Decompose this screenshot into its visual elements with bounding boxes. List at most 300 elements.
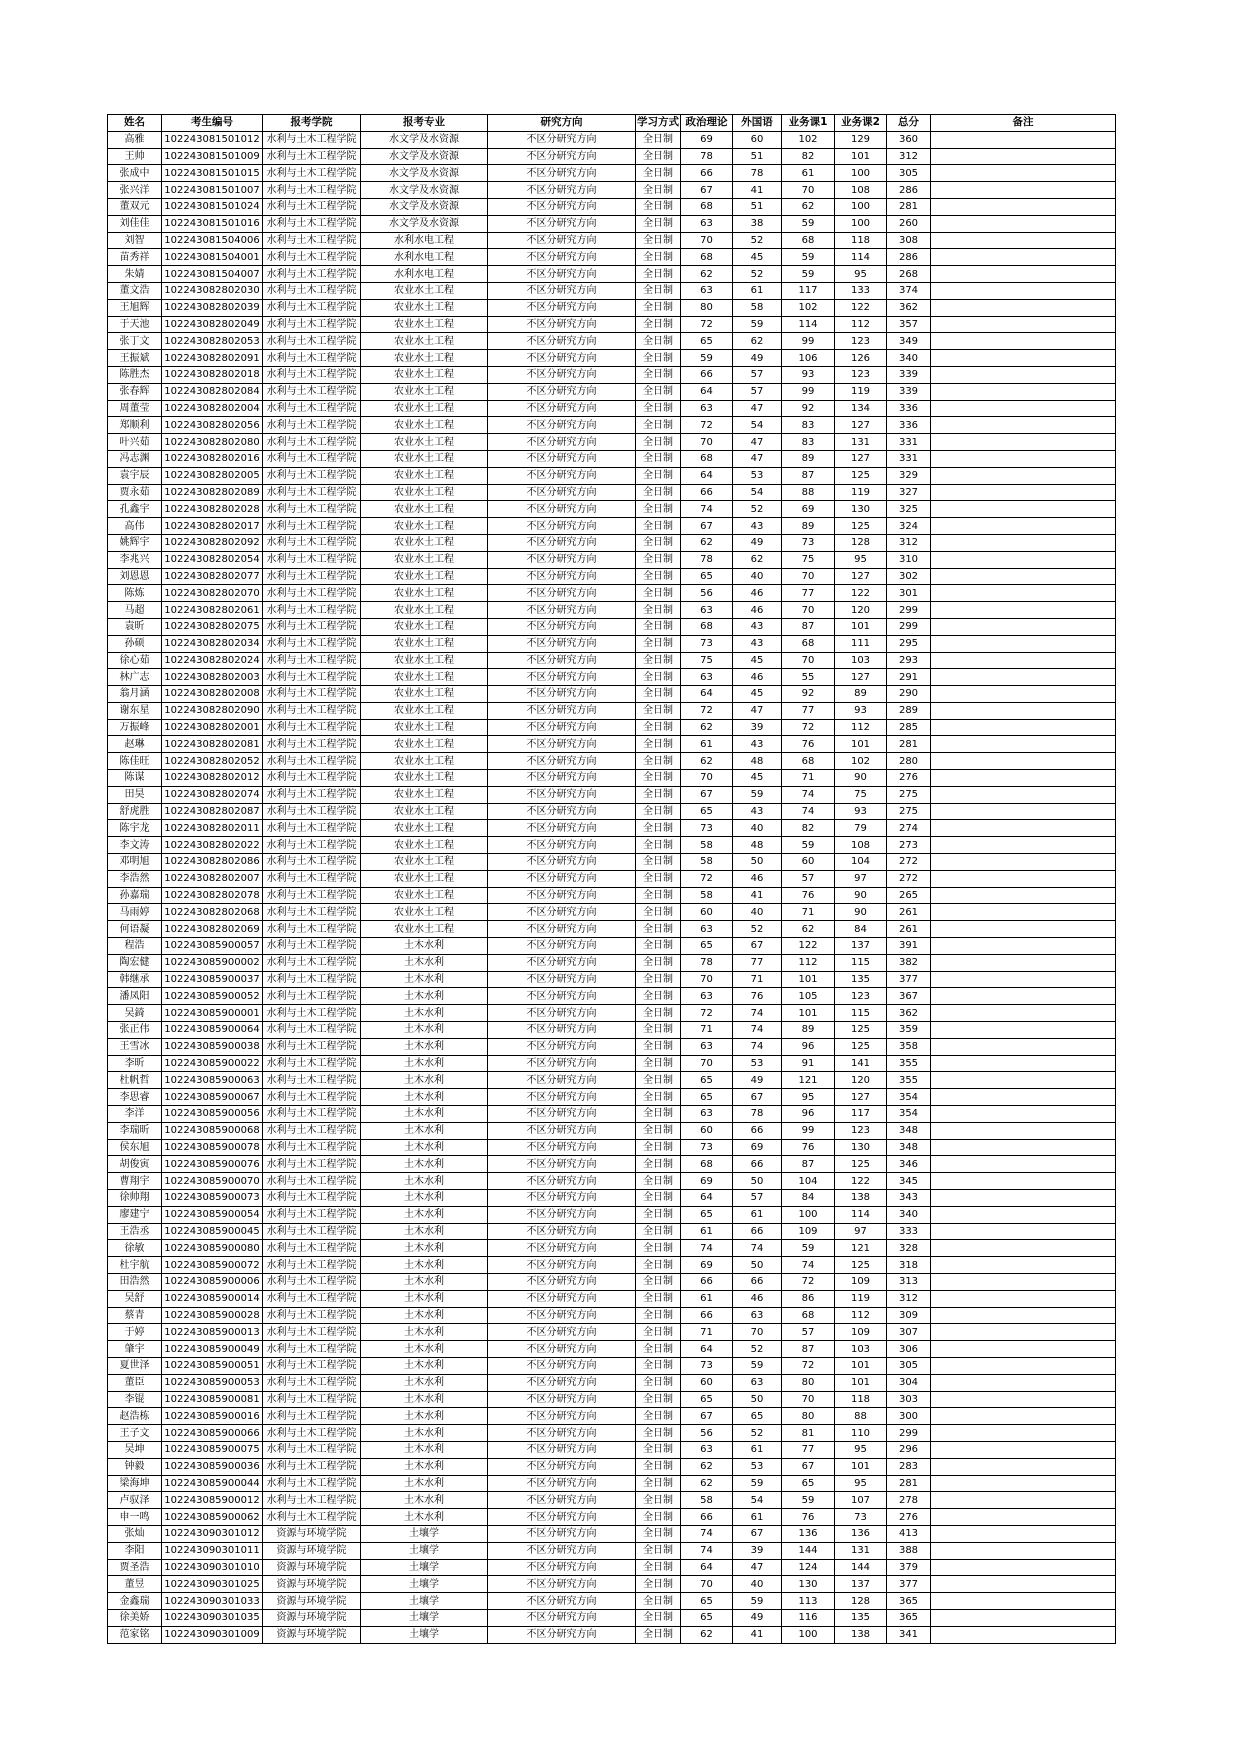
cell-name: 田昊 bbox=[108, 786, 162, 803]
table-row bbox=[108, 282, 1116, 299]
cell-course2-score: 95 bbox=[835, 1441, 887, 1458]
cell-name: 李阳 bbox=[108, 1542, 162, 1559]
cell-course1-score: 70 bbox=[782, 568, 835, 585]
cell-remarks bbox=[931, 333, 1116, 350]
cell-college: 水利与土木工程学院 bbox=[263, 1223, 361, 1240]
cell-candidate-id: 102243081501024 bbox=[162, 198, 263, 215]
cell-college: 水利与土木工程学院 bbox=[263, 316, 361, 333]
cell-major: 土木水利 bbox=[361, 1475, 488, 1492]
cell-course1-score: 72 bbox=[782, 1273, 835, 1290]
cell-remarks bbox=[931, 417, 1116, 434]
cell-foreign-language-score: 50 bbox=[733, 1173, 782, 1190]
cell-name: 张正伟 bbox=[108, 1022, 162, 1039]
cell-politics-score: 63 bbox=[681, 282, 733, 299]
cell-course1-score: 59 bbox=[782, 249, 835, 266]
cell-research-direction: 不区分研究方向 bbox=[488, 1509, 636, 1526]
cell-major: 土木水利 bbox=[361, 1374, 488, 1391]
cell-major: 土木水利 bbox=[361, 1190, 488, 1207]
cell-name: 周董莹 bbox=[108, 400, 162, 417]
cell-college: 水利与土木工程学院 bbox=[263, 702, 361, 719]
cell-research-direction: 不区分研究方向 bbox=[488, 1089, 636, 1106]
cell-name: 廖建宁 bbox=[108, 1206, 162, 1223]
cell-major: 水文学及水资源 bbox=[361, 215, 488, 232]
score-table bbox=[107, 114, 1116, 1644]
cell-research-direction: 不区分研究方向 bbox=[488, 652, 636, 669]
cell-course1-score: 89 bbox=[782, 1022, 835, 1039]
cell-candidate-id: 102243081504006 bbox=[162, 232, 263, 249]
cell-candidate-id: 102243085900066 bbox=[162, 1425, 263, 1442]
cell-remarks bbox=[931, 1441, 1116, 1458]
cell-course2-score: 75 bbox=[835, 786, 887, 803]
table-row bbox=[108, 1391, 1116, 1408]
cell-remarks bbox=[931, 1475, 1116, 1492]
cell-candidate-id: 102243085900075 bbox=[162, 1441, 263, 1458]
cell-foreign-language-score: 52 bbox=[733, 1341, 782, 1358]
table-row bbox=[108, 1475, 1116, 1492]
cell-study-mode: 全日制 bbox=[636, 585, 681, 602]
cell-course1-score: 124 bbox=[782, 1559, 835, 1576]
cell-name: 侯东旭 bbox=[108, 1139, 162, 1156]
cell-college: 水利与土木工程学院 bbox=[263, 1106, 361, 1123]
cell-course1-score: 62 bbox=[782, 921, 835, 938]
cell-total-score: 359 bbox=[887, 1022, 931, 1039]
cell-research-direction: 不区分研究方向 bbox=[488, 1122, 636, 1139]
cell-study-mode: 全日制 bbox=[636, 350, 681, 367]
cell-politics-score: 63 bbox=[681, 602, 733, 619]
cell-politics-score: 65 bbox=[681, 333, 733, 350]
cell-college: 水利与土木工程学院 bbox=[263, 1055, 361, 1072]
cell-politics-score: 65 bbox=[681, 568, 733, 585]
cell-candidate-id: 102243085900036 bbox=[162, 1458, 263, 1475]
cell-research-direction: 不区分研究方向 bbox=[488, 299, 636, 316]
cell-course2-score: 93 bbox=[835, 702, 887, 719]
cell-politics-score: 69 bbox=[681, 1257, 733, 1274]
cell-research-direction: 不区分研究方向 bbox=[488, 1206, 636, 1223]
cell-politics-score: 65 bbox=[681, 1206, 733, 1223]
cell-total-score: 331 bbox=[887, 434, 931, 451]
cell-politics-score: 63 bbox=[681, 1038, 733, 1055]
cell-total-score: 354 bbox=[887, 1089, 931, 1106]
cell-college: 水利与土木工程学院 bbox=[263, 988, 361, 1005]
cell-college: 水利与土木工程学院 bbox=[263, 1072, 361, 1089]
cell-politics-score: 67 bbox=[681, 786, 733, 803]
column-header-candidate-id: 考生编号 bbox=[162, 115, 263, 132]
cell-college: 水利与土木工程学院 bbox=[263, 198, 361, 215]
cell-foreign-language-score: 50 bbox=[733, 854, 782, 871]
cell-study-mode: 全日制 bbox=[636, 1156, 681, 1173]
cell-course2-score: 109 bbox=[835, 1324, 887, 1341]
cell-research-direction: 不区分研究方向 bbox=[488, 1257, 636, 1274]
cell-politics-score: 72 bbox=[681, 1005, 733, 1022]
cell-course1-score: 75 bbox=[782, 551, 835, 568]
cell-study-mode: 全日制 bbox=[636, 232, 681, 249]
cell-total-score: 312 bbox=[887, 1290, 931, 1307]
cell-name: 邓明旭 bbox=[108, 854, 162, 871]
table-row bbox=[108, 1559, 1116, 1576]
cell-remarks bbox=[931, 366, 1116, 383]
cell-major: 土木水利 bbox=[361, 1357, 488, 1374]
cell-candidate-id: 102243090301009 bbox=[162, 1626, 263, 1643]
cell-politics-score: 63 bbox=[681, 215, 733, 232]
cell-college: 水利与土木工程学院 bbox=[263, 1156, 361, 1173]
table-body bbox=[108, 131, 1116, 1643]
cell-remarks bbox=[931, 837, 1116, 854]
cell-major: 土木水利 bbox=[361, 1257, 488, 1274]
cell-course1-score: 121 bbox=[782, 1072, 835, 1089]
table-row bbox=[108, 938, 1116, 955]
cell-name: 苗秀祥 bbox=[108, 249, 162, 266]
cell-course2-score: 117 bbox=[835, 1106, 887, 1123]
cell-foreign-language-score: 74 bbox=[733, 1005, 782, 1022]
cell-major: 土木水利 bbox=[361, 1290, 488, 1307]
table-row bbox=[108, 1374, 1116, 1391]
cell-college: 水利与土木工程学院 bbox=[263, 1374, 361, 1391]
cell-foreign-language-score: 52 bbox=[733, 232, 782, 249]
cell-remarks bbox=[931, 1341, 1116, 1358]
column-header-course1-score: 业务课1 bbox=[782, 115, 835, 132]
cell-study-mode: 全日制 bbox=[636, 652, 681, 669]
cell-total-score: 307 bbox=[887, 1324, 931, 1341]
cell-college: 水利与土木工程学院 bbox=[263, 686, 361, 703]
cell-research-direction: 不区分研究方向 bbox=[488, 837, 636, 854]
cell-course2-score: 112 bbox=[835, 316, 887, 333]
cell-politics-score: 72 bbox=[681, 417, 733, 434]
cell-course1-score: 82 bbox=[782, 148, 835, 165]
cell-total-score: 276 bbox=[887, 770, 931, 787]
cell-major: 农业水土工程 bbox=[361, 618, 488, 635]
cell-politics-score: 65 bbox=[681, 1609, 733, 1626]
table-row bbox=[108, 249, 1116, 266]
cell-study-mode: 全日制 bbox=[636, 1408, 681, 1425]
cell-name: 徐心茹 bbox=[108, 652, 162, 669]
cell-course2-score: 95 bbox=[835, 1475, 887, 1492]
cell-total-score: 283 bbox=[887, 1458, 931, 1475]
cell-research-direction: 不区分研究方向 bbox=[488, 1391, 636, 1408]
cell-candidate-id: 102243085900053 bbox=[162, 1374, 263, 1391]
cell-course2-score: 114 bbox=[835, 1206, 887, 1223]
table-row bbox=[108, 182, 1116, 199]
cell-study-mode: 全日制 bbox=[636, 282, 681, 299]
cell-name: 何语凝 bbox=[108, 921, 162, 938]
cell-candidate-id: 102243085900001 bbox=[162, 1005, 263, 1022]
cell-major: 农业水土工程 bbox=[361, 854, 488, 871]
cell-politics-score: 72 bbox=[681, 870, 733, 887]
cell-candidate-id: 102243081501012 bbox=[162, 131, 263, 148]
table-row bbox=[108, 669, 1116, 686]
cell-college: 水利与土木工程学院 bbox=[263, 1290, 361, 1307]
cell-total-score: 274 bbox=[887, 820, 931, 837]
cell-politics-score: 78 bbox=[681, 148, 733, 165]
table-row bbox=[108, 837, 1116, 854]
cell-research-direction: 不区分研究方向 bbox=[488, 1290, 636, 1307]
cell-course2-score: 135 bbox=[835, 971, 887, 988]
cell-candidate-id: 102243085900068 bbox=[162, 1122, 263, 1139]
cell-name: 夏世泽 bbox=[108, 1357, 162, 1374]
cell-remarks bbox=[931, 686, 1116, 703]
cell-name: 刘恩恩 bbox=[108, 568, 162, 585]
cell-course1-score: 74 bbox=[782, 786, 835, 803]
cell-course1-score: 59 bbox=[782, 837, 835, 854]
cell-remarks bbox=[931, 1324, 1116, 1341]
cell-course1-score: 105 bbox=[782, 988, 835, 1005]
cell-politics-score: 66 bbox=[681, 366, 733, 383]
cell-politics-score: 63 bbox=[681, 1441, 733, 1458]
cell-politics-score: 60 bbox=[681, 1122, 733, 1139]
cell-major: 土木水利 bbox=[361, 1408, 488, 1425]
cell-total-score: 331 bbox=[887, 450, 931, 467]
cell-major: 农业水土工程 bbox=[361, 434, 488, 451]
cell-foreign-language-score: 45 bbox=[733, 770, 782, 787]
cell-candidate-id: 102243081501016 bbox=[162, 215, 263, 232]
cell-college: 水利与土木工程学院 bbox=[263, 904, 361, 921]
table-row bbox=[108, 602, 1116, 619]
cell-foreign-language-score: 57 bbox=[733, 383, 782, 400]
cell-remarks bbox=[931, 266, 1116, 283]
cell-college: 水利与土木工程学院 bbox=[263, 518, 361, 535]
cell-foreign-language-score: 46 bbox=[733, 585, 782, 602]
cell-study-mode: 全日制 bbox=[636, 1525, 681, 1542]
table-row bbox=[108, 1156, 1116, 1173]
cell-research-direction: 不区分研究方向 bbox=[488, 484, 636, 501]
cell-major: 土木水利 bbox=[361, 1441, 488, 1458]
cell-politics-score: 73 bbox=[681, 635, 733, 652]
cell-study-mode: 全日制 bbox=[636, 366, 681, 383]
cell-foreign-language-score: 45 bbox=[733, 249, 782, 266]
cell-course1-score: 101 bbox=[782, 1005, 835, 1022]
cell-remarks bbox=[931, 551, 1116, 568]
cell-course1-score: 96 bbox=[782, 1106, 835, 1123]
cell-remarks bbox=[931, 854, 1116, 871]
cell-course2-score: 103 bbox=[835, 1341, 887, 1358]
cell-total-score: 340 bbox=[887, 1206, 931, 1223]
cell-candidate-id: 102243085900044 bbox=[162, 1475, 263, 1492]
cell-study-mode: 全日制 bbox=[636, 1391, 681, 1408]
cell-foreign-language-score: 63 bbox=[733, 1307, 782, 1324]
cell-research-direction: 不区分研究方向 bbox=[488, 938, 636, 955]
cell-candidate-id: 102243082802003 bbox=[162, 669, 263, 686]
cell-politics-score: 63 bbox=[681, 921, 733, 938]
cell-candidate-id: 102243090301025 bbox=[162, 1576, 263, 1593]
cell-course1-score: 59 bbox=[782, 266, 835, 283]
cell-major: 土木水利 bbox=[361, 1072, 488, 1089]
cell-politics-score: 63 bbox=[681, 669, 733, 686]
cell-candidate-id: 102243085900049 bbox=[162, 1341, 263, 1358]
cell-foreign-language-score: 47 bbox=[733, 400, 782, 417]
column-header-major: 报考专业 bbox=[361, 115, 488, 132]
cell-research-direction: 不区分研究方向 bbox=[488, 1475, 636, 1492]
cell-course1-score: 72 bbox=[782, 1357, 835, 1374]
table-row bbox=[108, 148, 1116, 165]
cell-course1-score: 82 bbox=[782, 820, 835, 837]
cell-course1-score: 144 bbox=[782, 1542, 835, 1559]
cell-name: 李文涛 bbox=[108, 837, 162, 854]
cell-course2-score: 120 bbox=[835, 1072, 887, 1089]
cell-name: 张成中 bbox=[108, 165, 162, 182]
cell-course2-score: 95 bbox=[835, 551, 887, 568]
cell-total-score: 309 bbox=[887, 1307, 931, 1324]
cell-politics-score: 74 bbox=[681, 1240, 733, 1257]
cell-name: 李洋 bbox=[108, 1106, 162, 1123]
cell-course1-score: 74 bbox=[782, 1257, 835, 1274]
cell-major: 农业水土工程 bbox=[361, 702, 488, 719]
table-row bbox=[108, 1072, 1116, 1089]
cell-major: 土木水利 bbox=[361, 988, 488, 1005]
cell-total-score: 291 bbox=[887, 669, 931, 686]
cell-politics-score: 68 bbox=[681, 618, 733, 635]
cell-politics-score: 64 bbox=[681, 686, 733, 703]
cell-remarks bbox=[931, 1106, 1116, 1123]
cell-college: 水利与土木工程学院 bbox=[263, 635, 361, 652]
cell-course1-score: 76 bbox=[782, 1139, 835, 1156]
cell-foreign-language-score: 54 bbox=[733, 417, 782, 434]
cell-name: 谢东星 bbox=[108, 702, 162, 719]
table-row bbox=[108, 618, 1116, 635]
cell-foreign-language-score: 53 bbox=[733, 467, 782, 484]
cell-study-mode: 全日制 bbox=[636, 1576, 681, 1593]
cell-study-mode: 全日制 bbox=[636, 1609, 681, 1626]
cell-college: 水利与土木工程学院 bbox=[263, 618, 361, 635]
cell-study-mode: 全日制 bbox=[636, 1441, 681, 1458]
cell-candidate-id: 102243085900013 bbox=[162, 1324, 263, 1341]
cell-research-direction: 不区分研究方向 bbox=[488, 501, 636, 518]
cell-candidate-id: 102243085900014 bbox=[162, 1290, 263, 1307]
cell-study-mode: 全日制 bbox=[636, 1509, 681, 1526]
cell-candidate-id: 102243082802061 bbox=[162, 602, 263, 619]
cell-course1-score: 86 bbox=[782, 1290, 835, 1307]
cell-foreign-language-score: 78 bbox=[733, 1106, 782, 1123]
cell-name: 郑顺利 bbox=[108, 417, 162, 434]
cell-study-mode: 全日制 bbox=[636, 1022, 681, 1039]
cell-remarks bbox=[931, 1005, 1116, 1022]
cell-college: 水利与土木工程学院 bbox=[263, 1257, 361, 1274]
cell-college: 水利与土木工程学院 bbox=[263, 1391, 361, 1408]
cell-politics-score: 58 bbox=[681, 854, 733, 871]
cell-study-mode: 全日制 bbox=[636, 249, 681, 266]
cell-foreign-language-score: 51 bbox=[733, 148, 782, 165]
cell-name: 孔鑫宇 bbox=[108, 501, 162, 518]
cell-foreign-language-score: 40 bbox=[733, 1576, 782, 1593]
cell-politics-score: 64 bbox=[681, 383, 733, 400]
cell-total-score: 305 bbox=[887, 1357, 931, 1374]
cell-major: 土木水利 bbox=[361, 938, 488, 955]
cell-research-direction: 不区分研究方向 bbox=[488, 249, 636, 266]
cell-course1-score: 60 bbox=[782, 854, 835, 871]
cell-course2-score: 90 bbox=[835, 887, 887, 904]
cell-foreign-language-score: 50 bbox=[733, 1257, 782, 1274]
table-row bbox=[108, 1307, 1116, 1324]
score-sheet bbox=[107, 114, 1115, 1644]
cell-college: 水利与土木工程学院 bbox=[263, 1357, 361, 1374]
cell-college: 水利与土木工程学院 bbox=[263, 568, 361, 585]
cell-course1-score: 101 bbox=[782, 971, 835, 988]
cell-study-mode: 全日制 bbox=[636, 1139, 681, 1156]
cell-college: 水利与土木工程学院 bbox=[263, 1273, 361, 1290]
cell-total-score: 336 bbox=[887, 417, 931, 434]
cell-total-score: 341 bbox=[887, 1626, 931, 1643]
cell-college: 水利与土木工程学院 bbox=[263, 837, 361, 854]
cell-foreign-language-score: 67 bbox=[733, 938, 782, 955]
cell-foreign-language-score: 53 bbox=[733, 1458, 782, 1475]
cell-name: 贾圣浩 bbox=[108, 1559, 162, 1576]
cell-study-mode: 全日制 bbox=[636, 568, 681, 585]
cell-remarks bbox=[931, 1156, 1116, 1173]
cell-total-score: 343 bbox=[887, 1190, 931, 1207]
cell-remarks bbox=[931, 1240, 1116, 1257]
cell-candidate-id: 102243082802077 bbox=[162, 568, 263, 585]
cell-course2-score: 102 bbox=[835, 753, 887, 770]
cell-major: 农业水土工程 bbox=[361, 686, 488, 703]
cell-course2-score: 90 bbox=[835, 770, 887, 787]
cell-study-mode: 全日制 bbox=[636, 383, 681, 400]
cell-course1-score: 68 bbox=[782, 753, 835, 770]
cell-total-score: 273 bbox=[887, 837, 931, 854]
cell-candidate-id: 102243081504001 bbox=[162, 249, 263, 266]
cell-candidate-id: 102243082802090 bbox=[162, 702, 263, 719]
cell-name: 袁宇辰 bbox=[108, 467, 162, 484]
cell-research-direction: 不区分研究方向 bbox=[488, 551, 636, 568]
cell-politics-score: 63 bbox=[681, 400, 733, 417]
cell-total-score: 339 bbox=[887, 383, 931, 400]
cell-foreign-language-score: 61 bbox=[733, 282, 782, 299]
cell-major: 农业水土工程 bbox=[361, 803, 488, 820]
cell-major: 水文学及水资源 bbox=[361, 165, 488, 182]
cell-major: 土壤学 bbox=[361, 1576, 488, 1593]
cell-study-mode: 全日制 bbox=[636, 1324, 681, 1341]
cell-college: 水利与土木工程学院 bbox=[263, 585, 361, 602]
cell-course1-score: 72 bbox=[782, 719, 835, 736]
cell-name: 陈宇龙 bbox=[108, 820, 162, 837]
table-row bbox=[108, 1626, 1116, 1643]
cell-total-score: 276 bbox=[887, 1509, 931, 1526]
cell-politics-score: 67 bbox=[681, 518, 733, 535]
cell-course1-score: 71 bbox=[782, 770, 835, 787]
cell-candidate-id: 102243082802078 bbox=[162, 887, 263, 904]
cell-foreign-language-score: 38 bbox=[733, 215, 782, 232]
cell-politics-score: 65 bbox=[681, 1089, 733, 1106]
cell-candidate-id: 102243085900038 bbox=[162, 1038, 263, 1055]
cell-study-mode: 全日制 bbox=[636, 904, 681, 921]
cell-research-direction: 不区分研究方向 bbox=[488, 904, 636, 921]
cell-major: 土木水利 bbox=[361, 1273, 488, 1290]
cell-remarks bbox=[931, 786, 1116, 803]
cell-total-score: 367 bbox=[887, 988, 931, 1005]
cell-politics-score: 67 bbox=[681, 1408, 733, 1425]
cell-study-mode: 全日制 bbox=[636, 1425, 681, 1442]
cell-name: 孙硕 bbox=[108, 635, 162, 652]
cell-total-score: 365 bbox=[887, 1609, 931, 1626]
cell-name: 申一鸣 bbox=[108, 1509, 162, 1526]
cell-remarks bbox=[931, 1122, 1116, 1139]
cell-study-mode: 全日制 bbox=[636, 333, 681, 350]
cell-foreign-language-score: 57 bbox=[733, 1190, 782, 1207]
cell-remarks bbox=[931, 1492, 1116, 1509]
cell-major: 农业水土工程 bbox=[361, 602, 488, 619]
cell-remarks bbox=[931, 148, 1116, 165]
cell-name: 吴舒 bbox=[108, 1290, 162, 1307]
cell-course2-score: 122 bbox=[835, 1173, 887, 1190]
cell-study-mode: 全日制 bbox=[636, 1038, 681, 1055]
cell-remarks bbox=[931, 316, 1116, 333]
column-header-remarks: 备注 bbox=[931, 115, 1116, 132]
cell-remarks bbox=[931, 719, 1116, 736]
cell-study-mode: 全日制 bbox=[636, 316, 681, 333]
cell-name: 陈炼 bbox=[108, 585, 162, 602]
cell-foreign-language-score: 41 bbox=[733, 887, 782, 904]
cell-total-score: 286 bbox=[887, 249, 931, 266]
cell-candidate-id: 102243085900070 bbox=[162, 1173, 263, 1190]
cell-major: 土木水利 bbox=[361, 1156, 488, 1173]
cell-politics-score: 70 bbox=[681, 1576, 733, 1593]
